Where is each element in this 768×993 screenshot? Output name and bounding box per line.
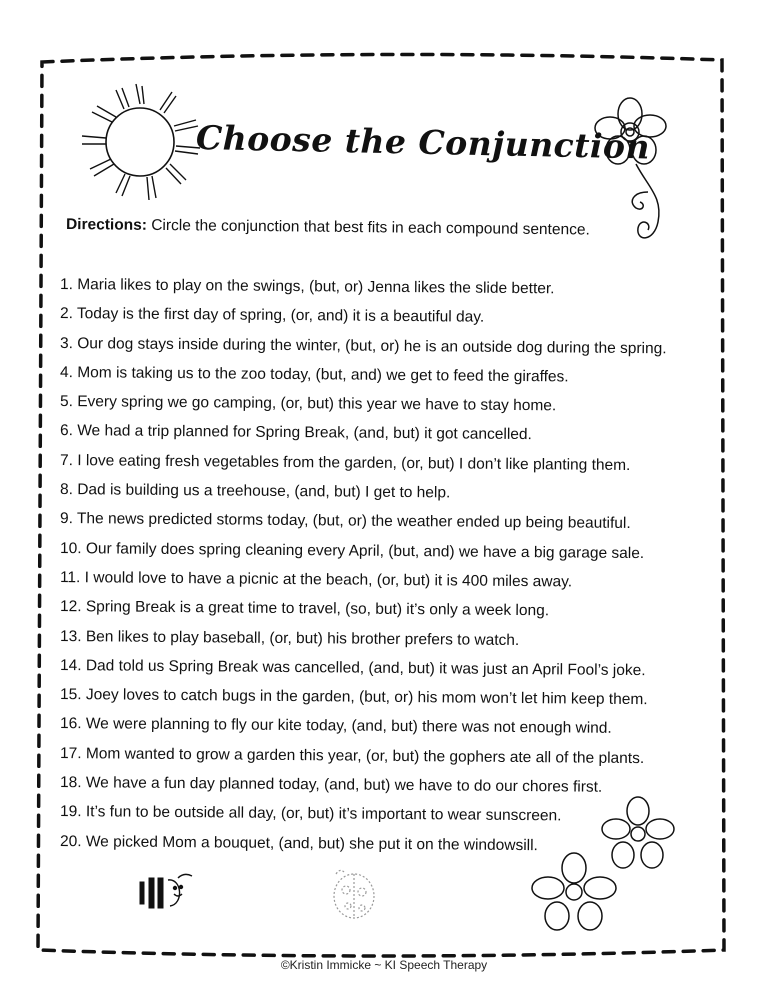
question-text: Every spring we go camping, (or, but) this year we have to stay home. [77,393,557,415]
copyright-footer: ©Kristin Immicke ~ KI Speech Therapy [280,958,488,972]
question-number: 17. [59,744,82,762]
sun-icon [78,82,208,202]
question-text: I love eating fresh vegetables from the garden, (or, but) I don’t like planting them. [77,451,631,474]
question-number: 5. [59,393,74,411]
question-text: Ben likes to play baseball, (or, but) his brother prefers to watch. [85,627,520,649]
question-text: It’s fun to be outside all day, (or, but) it’s important to wear sunscreen. [85,803,562,825]
question-number: 12. [59,598,82,616]
question-text: Joey loves to catch bugs in the garden, (but, or) his mom won’t let him keep them. [85,686,648,709]
question-number: 9. [59,510,74,528]
page-title: Choose the Conjunction [195,118,651,167]
question-number: 11. [59,568,81,587]
question-number: 4. [59,363,74,382]
question-number: 16. [59,715,82,733]
question-number: 1. [59,276,74,294]
question-text: Spring Break is a great time to travel, (so, but) it’s only a week long. [85,598,550,620]
question-text: We were planning to fly our kite today, (and, but) there was not enough wind. [85,715,612,738]
directions-text: Circle the conjunction that best fits in each compound sentence. [151,216,590,239]
question-text: Mom is taking us to the zoo today, (but, and) we get to feed the giraffes. [77,364,569,386]
question-number: 15. [59,686,82,704]
question-text: Dad is building us a treehouse, (and, but) I get to help. [77,481,451,502]
question-number: 20. [59,832,82,850]
directions-label: Directions: [65,216,148,234]
question-number: 2. [59,305,74,323]
question-text: We have a fun day planned today, (and, but) we have to do our chores first. [85,774,603,796]
question-number: 13. [59,627,82,645]
flower-icon [530,852,620,937]
question-text: Our family does spring cleaning every April, (but, and) we have a big garage sale. [85,539,645,562]
question-text: Dad told us Spring Break was cancelled, (and, but) it was just an April Fool’s joke. [85,657,646,679]
question-number: 8. [59,481,74,499]
question-text: Our dog stays inside during the winter, (but, or) he is an outside dog during the spring. [77,334,667,357]
question-number: 10. [59,539,82,557]
question-text: Mom wanted to grow a garden this year, (or, but) the gophers ate all of the plants. [85,744,645,767]
question-number: 7. [59,451,74,469]
question-number: 19. [59,803,82,821]
question-text: I would love to have a picnic at the beach, (or, but) it is 400 miles away. [84,569,573,591]
question-text: The news predicted storms today, (but, or) the weather ended up being beautiful. [76,510,631,533]
question-number: 3. [59,334,74,352]
question-number: 14. [59,656,82,675]
question-number: 18. [59,774,82,792]
question-number: 6. [59,422,74,440]
question-text: Maria likes to play on the swings, (but, or) Jenna likes the slide better. [77,276,555,298]
question-text: Today is the first day of spring, (or, and) it is a beautiful day. [76,305,485,326]
bee-icon [134,868,204,918]
ladybug-icon [322,862,382,922]
question-text: We picked Mom a bouquet, (and, but) she put it on the windowsill. [85,832,538,854]
question-list [60,270,710,856]
question-text: We had a trip planned for Spring Break, (and, but) it got cancelled. [77,422,532,444]
